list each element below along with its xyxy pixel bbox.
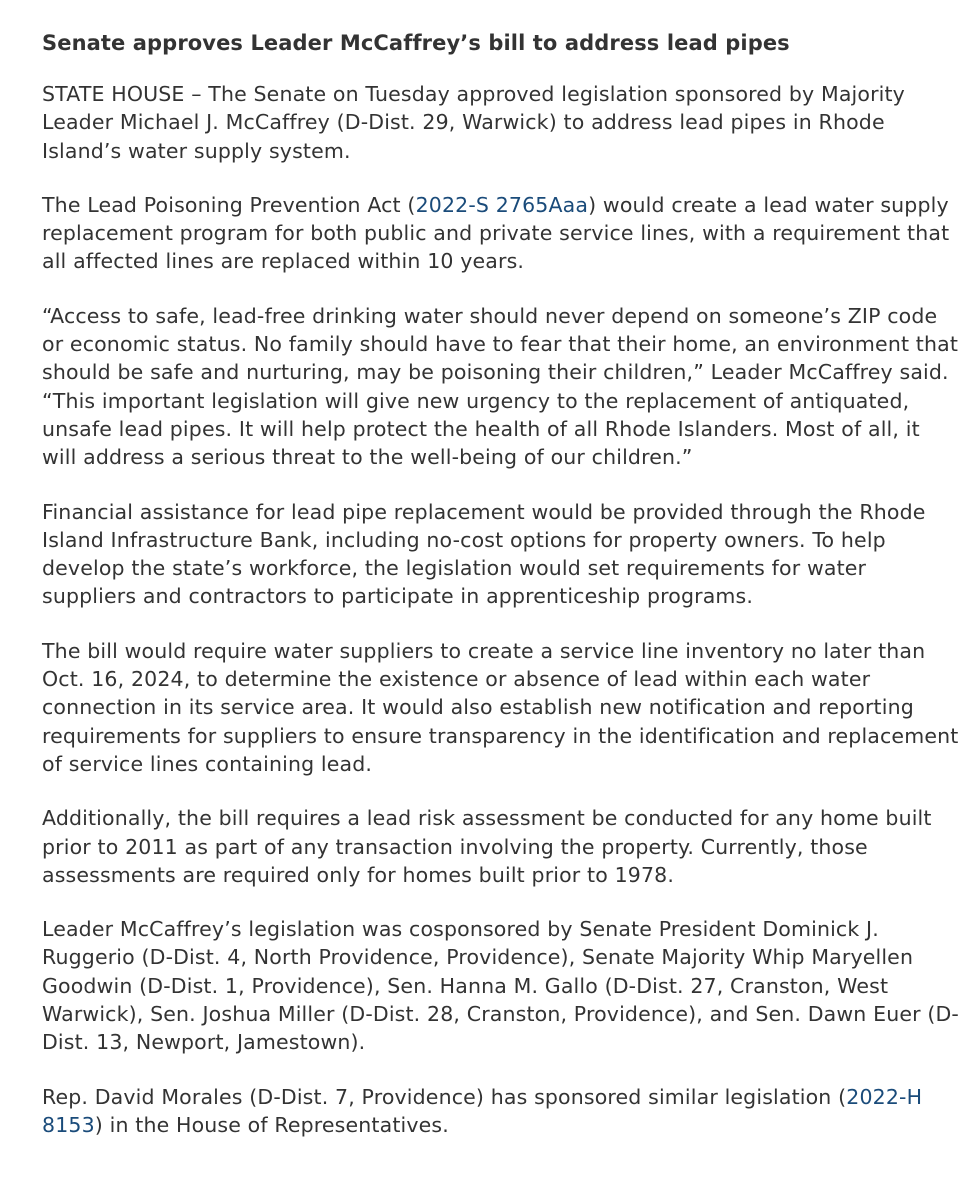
paragraph-financial-assistance: Financial assistance for lead pipe replacement would be provided through the Rhode Island Infrastructure Bank, including no-cost options for property owners. To help develop the state’s workforce, the legislation would set requirements for water suppliers and contractors to participate in apprenticeship programs.: [42, 499, 926, 609]
paragraph-house-text-before: Rep. David Morales (D-Dist. 7, Providence) has sponsored similar legislation (: [42, 1084, 847, 1109]
paragraph-act-text-before: The Lead Poisoning Prevention Act (: [42, 192, 416, 217]
paragraph-house-text-after: ) in the House of Representatives.: [94, 1112, 449, 1137]
press-release-article: [42, 28, 960, 1165]
paragraph-quote: “Access to safe, lead-free drinking water should never depend on someone’s ZIP code or economic status. No family should have to fear that their home, an environment that should be safe and nurturing, may be poisoning their children,” Leader McCaffrey said. “This important legislation will give new urgency to the replacement of antiquated, unsafe lead pipes. It will help protect the health of all Rhode Islanders. Most of all, it will address a serious threat to the well-being of our children.”: [42, 303, 959, 470]
senate-bill-link[interactable]: 2022-S 2765Aaa: [415, 192, 589, 217]
paragraph-house-version: [42, 1083, 960, 1140]
paragraph-risk-assessment: Additionally, the bill requires a lead risk assessment be conducted for any home built prior to 2011 as part of any transaction involving the property. Currently, those assessments are required only for homes built prior to 1978.: [42, 806, 932, 887]
house-bill-link[interactable]: 2022-H 8153: [42, 1084, 923, 1137]
article-title: Senate approves Leader McCaffrey’s bill to address lead pipes: [42, 31, 790, 55]
paragraph-act-text-after: ) would create a lead water supply replacement program for both public and private service lines, with a requirement that all affected lines are replaced within 10 years.: [42, 192, 950, 274]
paragraph-act-description: [42, 191, 960, 276]
paragraph-intro: STATE HOUSE – The Senate on Tuesday approved legislation sponsored by Majority Leader Michael J. McCaffrey (D-Dist. 29, Warwick) to address lead pipes in Rhode Island’s water supply system.: [42, 82, 905, 163]
paragraph-service-inventory: The bill would require water suppliers to create a service line inventory no later than Oct. 16, 2024, to determine the existence or absence of lead within each water connection in its service area. It would also establish new notification and reporting requirements for suppliers to ensure transparency in the identification and replacement of service lines containing lead.: [42, 638, 959, 776]
paragraph-cosponsors: Leader McCaffrey’s legislation was cosponsored by Senate President Dominick J. Ruggerio (D-Dist. 4, North Providence, Providence), Senate Majority Whip Maryellen Goodwin (D-Dist. 1, Providence), Sen. Hanna M. Gallo (D-Dist. 27, Cranston, West Warwick), Sen. Joshua Miller (D-Dist. 28, Cranston, Providence), and Sen. Dawn Euer (D-Dist. 13, Newport, Jamestown).: [42, 917, 959, 1055]
